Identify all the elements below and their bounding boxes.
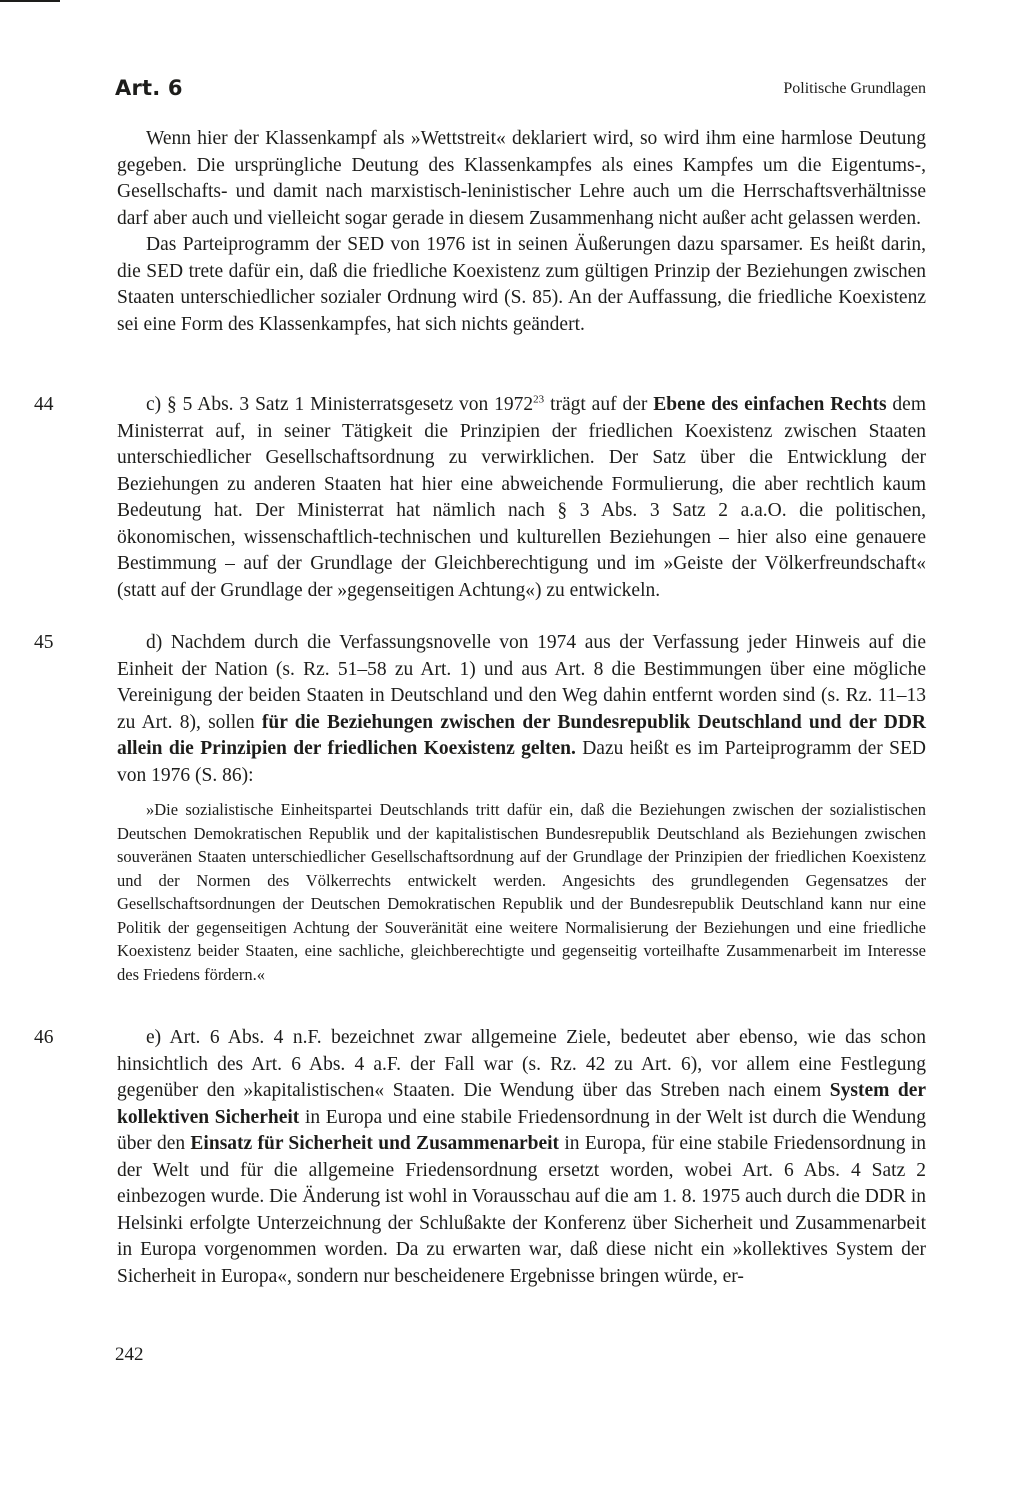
margin-number-46: 46 [34, 1027, 54, 1048]
paragraph-44 [117, 392, 926, 604]
paragraph-block-45 [117, 630, 926, 789]
top-rule [0, 0, 60, 2]
block-quote: »Die sozialistische Einheitspartei Deutschlands tritt dafür ein, daß die Beziehungen zwischen der sozialistischen Deutschen Demokratischen Republik und der kapitalistischen Bundesrepublik Deutschland als Beziehungen zwischen souveränen Staaten unterschiedlicher Gesellschaftsordnung auf der Grundlage der Prinzipien der friedlichen Koexistenz und der Normen des Völkerrechts entwickelt werden. Angesichts des grundlegenden Gegensatzes der Gesellschaftsordnungen der Deutschen Demokratischen Republik und der Bundesrepublik Deutschland kann nur eine Politik der gegenseitigen Achtung der Souveränität eine weitere Normalisierung der Beziehungen und eine friedliche Koexistenz beider Staaten, eine sachliche, gleichberechtigte und gegenseitig vorteilhafte Zusammenarbeit im Interesse des Friedens fördern.« [117, 800, 926, 984]
paragraph-block-44 [117, 392, 926, 604]
page-number: 242 [115, 1344, 144, 1365]
paragraph-block-1 [117, 126, 926, 338]
paragraph-45-text-b: Dazu heißt es im Parteiprogramm der SED von 1976 (S. 86): [117, 738, 926, 786]
paragraph-block-46 [117, 1025, 926, 1290]
running-head-section: Politische Grundlagen [783, 80, 926, 97]
margin-number-44: 44 [34, 394, 54, 415]
paragraph-46-text-b: in Europa und eine stabile Friedensordnung in der Welt ist durch die Wendung über den [117, 1106, 926, 1154]
paragraph-44-text-c: dem Ministerrat auf, in seiner Tätigkeit die Prinzipien der friedlichen Koexistenz zwischen Staaten unterschiedlicher Gesellschaftsordnung zu verwirklichen. Der Satz über die Entwicklung der Beziehungen zu anderen Staaten hat hier eine abweichende Formulierung, die aber rechtlich kaum Bedeutung hat. Der Ministerrat hat nämlich nach § 3 Abs. 3 Satz 2 a.a.O. die politischen, ökonomischen, wissenschaftlich-technischen und kulturellen Beziehungen – hier also eine genauere Bestimmung – auf der Grundlage der Gleichberechtigung und im »Geiste der Völkerfreundschaft« (statt auf der Grundlage der »gegenseitigen Achtung«) zu entwickeln. [117, 394, 926, 601]
paragraph-44-text-b: trägt auf der [544, 394, 654, 415]
paragraph-44-text-a: c) § 5 Abs. 3 Satz 1 Ministerratsgesetz von 1972 [146, 394, 534, 415]
paragraph-46-text-c: in Europa, für eine stabile Friedensordnung in der Welt und für die allgemeine Friedensordnung ersetzt worden, wobei Art. 6 Abs. 4 Satz 2 einbezogen wurde. Die Änderung ist wohl in Vorausschau auf die am 1. 8. 1975 auch durch die DDR in Helsinki erfolgte Unterzeichnung der Schlußakte der Konferenz über Sicherheit und Zusammenarbeit in Europa vorgenommen worden. Da zu erwarten war, daß diese nicht ein »kollektives System der Sicherheit in Europa«, sondern nur bescheidenere Ergebnisse bringen würde, er- [117, 1133, 926, 1287]
paragraph-44-emphasis: Ebene des einfachen Rechts [653, 394, 887, 415]
running-head-article: Art. 6 [115, 76, 183, 100]
paragraph-46 [117, 1025, 926, 1290]
paragraph-46-emphasis-1: System der kollektiven Sicherheit [117, 1080, 927, 1128]
margin-number-45: 45 [34, 632, 54, 653]
paragraph-46-emphasis-2: Einsatz für Sicherheit und Zusammenarbeit [190, 1133, 560, 1154]
paragraph-46-text-a: e) Art. 6 Abs. 4 n.F. bezeichnet zwar allgemeine Ziele, bedeutet aber ebenso, wie das schon hinsichtlich des Art. 6 Abs. 4 a.F. der Fall war (s. Rz. 42 zu Art. 6), vor allem eine Festlegung gegenüber den »kapitalistischen« Staaten. Die Wendung über das Streben nach einem [117, 1027, 926, 1101]
paragraph-1: Wenn hier der Klassenkampf als »Wettstreit« deklariert wird, so wird ihm eine harmlose Deutung gegeben. Die ursprüngliche Deutung des Klassenkampfes als eines Kampfes um die Eigentums-, Gesellschafts- und damit nach marxistisch-leninistischer Lehre auch um die Herrschaftsverhältnisse darf aber auch und vielleicht sogar gerade in diesem Zusammenhang nicht außer acht gelassen werden. [117, 128, 926, 229]
paragraph-2: Das Parteiprogramm der SED von 1976 ist in seinen Äußerungen dazu sparsamer. Es heißt darin, die SED trete dafür ein, daß die friedliche Koexistenz zum gültigen Prinzip der Beziehungen zwischen Staaten unterschiedlicher sozialer Ordnung wird (S. 85). An der Auffassung, die friedliche Koexistenz sei eine Form des Klassenkampfes, hat sich nichts geändert. [117, 234, 926, 335]
footnote-marker: 23 [533, 393, 545, 406]
paragraph-45 [117, 630, 926, 789]
paragraph-45-text-a: d) Nachdem durch die Verfassungsnovelle von 1974 aus der Verfassung jeder Hinweis auf die Einheit der Nation (s. Rz. 51–58 zu Art. 1) und aus Art. 8 die Bestimmungen über eine mögliche Vereinigung der beiden Staaten in Deutschland und den Weg dahin entfernt worden sind (s. Rz. 11–13 zu Art. 8), sollen [117, 632, 926, 733]
paragraph-45-emphasis: für die Beziehungen zwischen der Bundesrepublik Deutschland und der DDR allein die Prinzipien der friedlichen Koexistenz gelten. [117, 711, 926, 759]
